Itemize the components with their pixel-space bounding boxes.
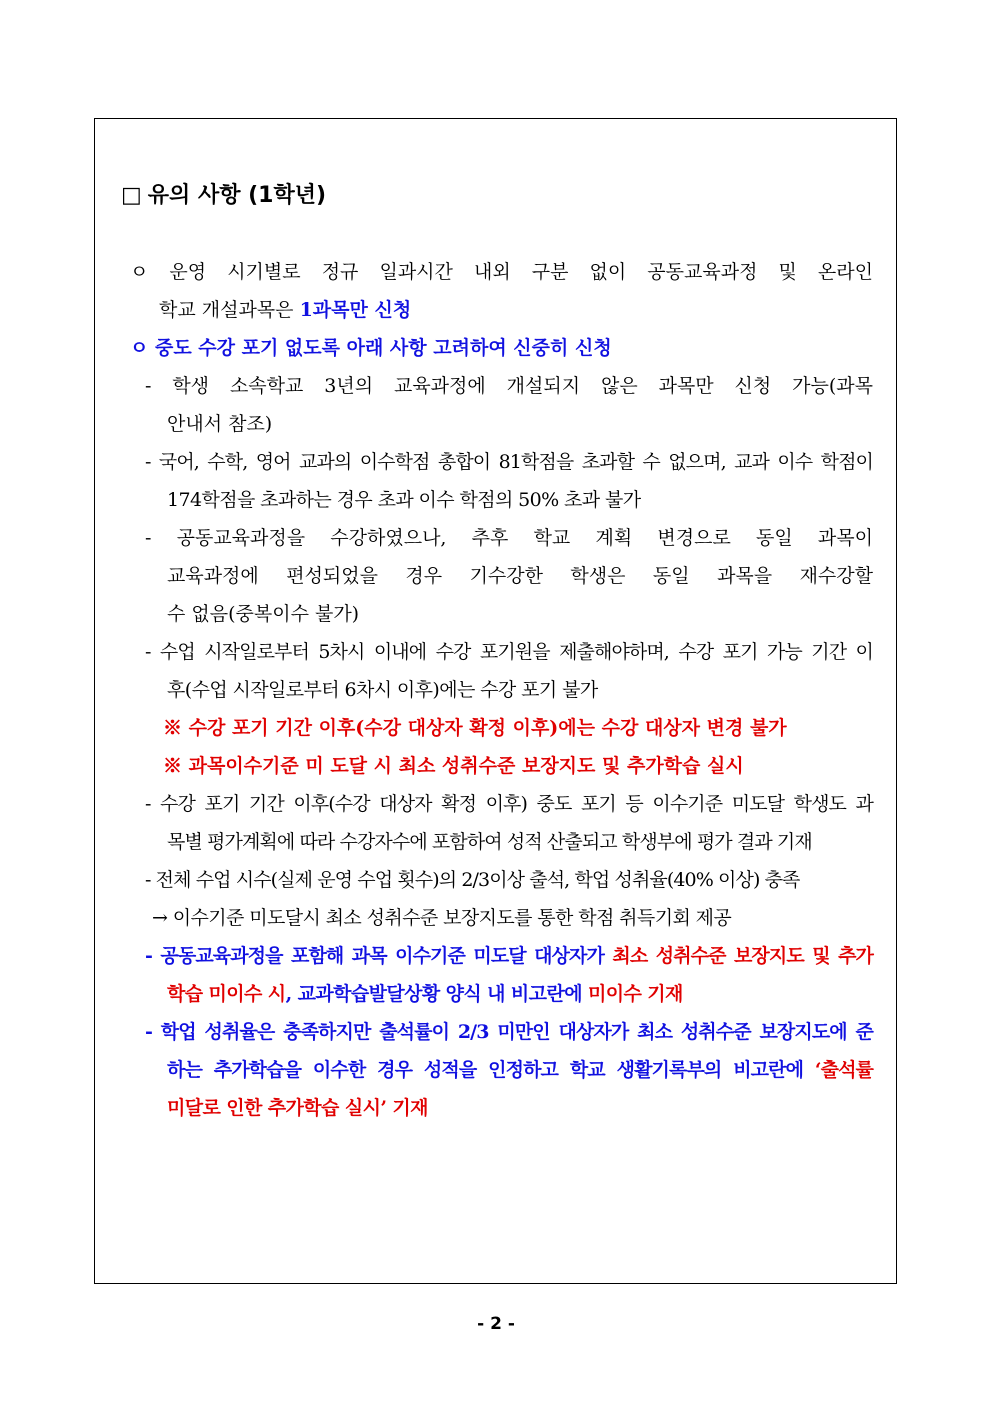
line-22: 하는 추가학습을 이수한 경우 성적을 인정하고 학교 생활기록부의 비고란에 ‘출석률 bbox=[167, 1059, 873, 1081]
line-1: ㅇ 운영 시기별로 정규 일과시간 내외 구분 없이 공동교육과정 및 온라인 bbox=[130, 261, 873, 283]
line-9: 교육과정에 편성되었을 경우 기수강한 학생은 동일 과목을 재수강할 bbox=[167, 565, 873, 587]
line-7: 174학점을 초과하는 경우 초과 이수 학점의 50% 초과 불가 bbox=[167, 489, 641, 511]
line-13: ※ 수강 포기 기간 이후(수강 대상자 확정 이후)에는 수강 대상자 변경 불가 bbox=[163, 717, 787, 739]
line-18: → 이수기준 미도달시 최소 성취수준 보장지도를 통한 학점 취득기회 제공 bbox=[152, 907, 732, 929]
line-23: 미달로 인한 추가학습 실시’ 기재 bbox=[167, 1097, 428, 1119]
line-5: 안내서 참조) bbox=[167, 413, 273, 435]
line-2: 학교 개설과목은 1과목만 신청 bbox=[159, 299, 412, 321]
line-3: ㅇ 중도 수강 포기 없도록 아래 사항 고려하여 신중히 신청 bbox=[130, 337, 612, 359]
line-14: ※ 과목이수기준 미 도달 시 최소 성취수준 보장지도 및 추가학습 실시 bbox=[163, 755, 744, 777]
line-21: - 학업 성취율은 충족하지만 출석률이 2/3 미만인 대상자가 최소 성취수준 보장지도에 준 bbox=[145, 1021, 873, 1043]
section-title-text: 유의 사항 (1학년) bbox=[147, 183, 327, 208]
line-20: 학습 미이수 시, 교과학습발달상황 양식 내 비고란에 미이수 기재 bbox=[167, 983, 683, 1005]
line-6: - 국어, 수학, 영어 교과의 이수학점 총합이 81학점을 초과할 수 없으며, 교과 이수 학점이 bbox=[145, 451, 873, 473]
line-10: 수 없음(중복이수 불가) bbox=[167, 603, 360, 625]
line-16: 목별 평가계획에 따라 수강자수에 포함하여 성적 산출되고 학생부에 평가 결과 기재 bbox=[167, 831, 812, 853]
line-4: - 학생 소속학교 3년의 교육과정에 개설되지 않은 과목만 신청 가능(과목 bbox=[145, 375, 873, 397]
page-number: - 2 - bbox=[477, 1314, 515, 1334]
checkbox-marker: □ bbox=[121, 183, 142, 208]
line-19: - 공동교육과정을 포함해 과목 이수기준 미도달 대상자가 최소 성취수준 보장지도 및 추가 bbox=[145, 945, 874, 967]
section-title bbox=[121, 178, 326, 209]
line-12: 후(수업 시작일로부터 6차시 이후)에는 수강 포기 불가 bbox=[167, 679, 598, 701]
line-17: - 전체 수업 시수(실제 운영 수업 횟수)의 2/3이상 출석, 학업 성취율(40% 이상) 충족 bbox=[145, 869, 800, 891]
line-8: - 공동교육과정을 수강하였으나, 추후 학교 계획 변경으로 동일 과목이 bbox=[145, 527, 873, 549]
line-11: - 수업 시작일로부터 5차시 이내에 수강 포기원을 제출해야하며, 수강 포기 가능 기간 이 bbox=[145, 641, 873, 663]
line-15: - 수강 포기 기간 이후(수강 대상자 확정 이후) 중도 포기 등 이수기준 미도달 학생도 과 bbox=[145, 793, 873, 815]
